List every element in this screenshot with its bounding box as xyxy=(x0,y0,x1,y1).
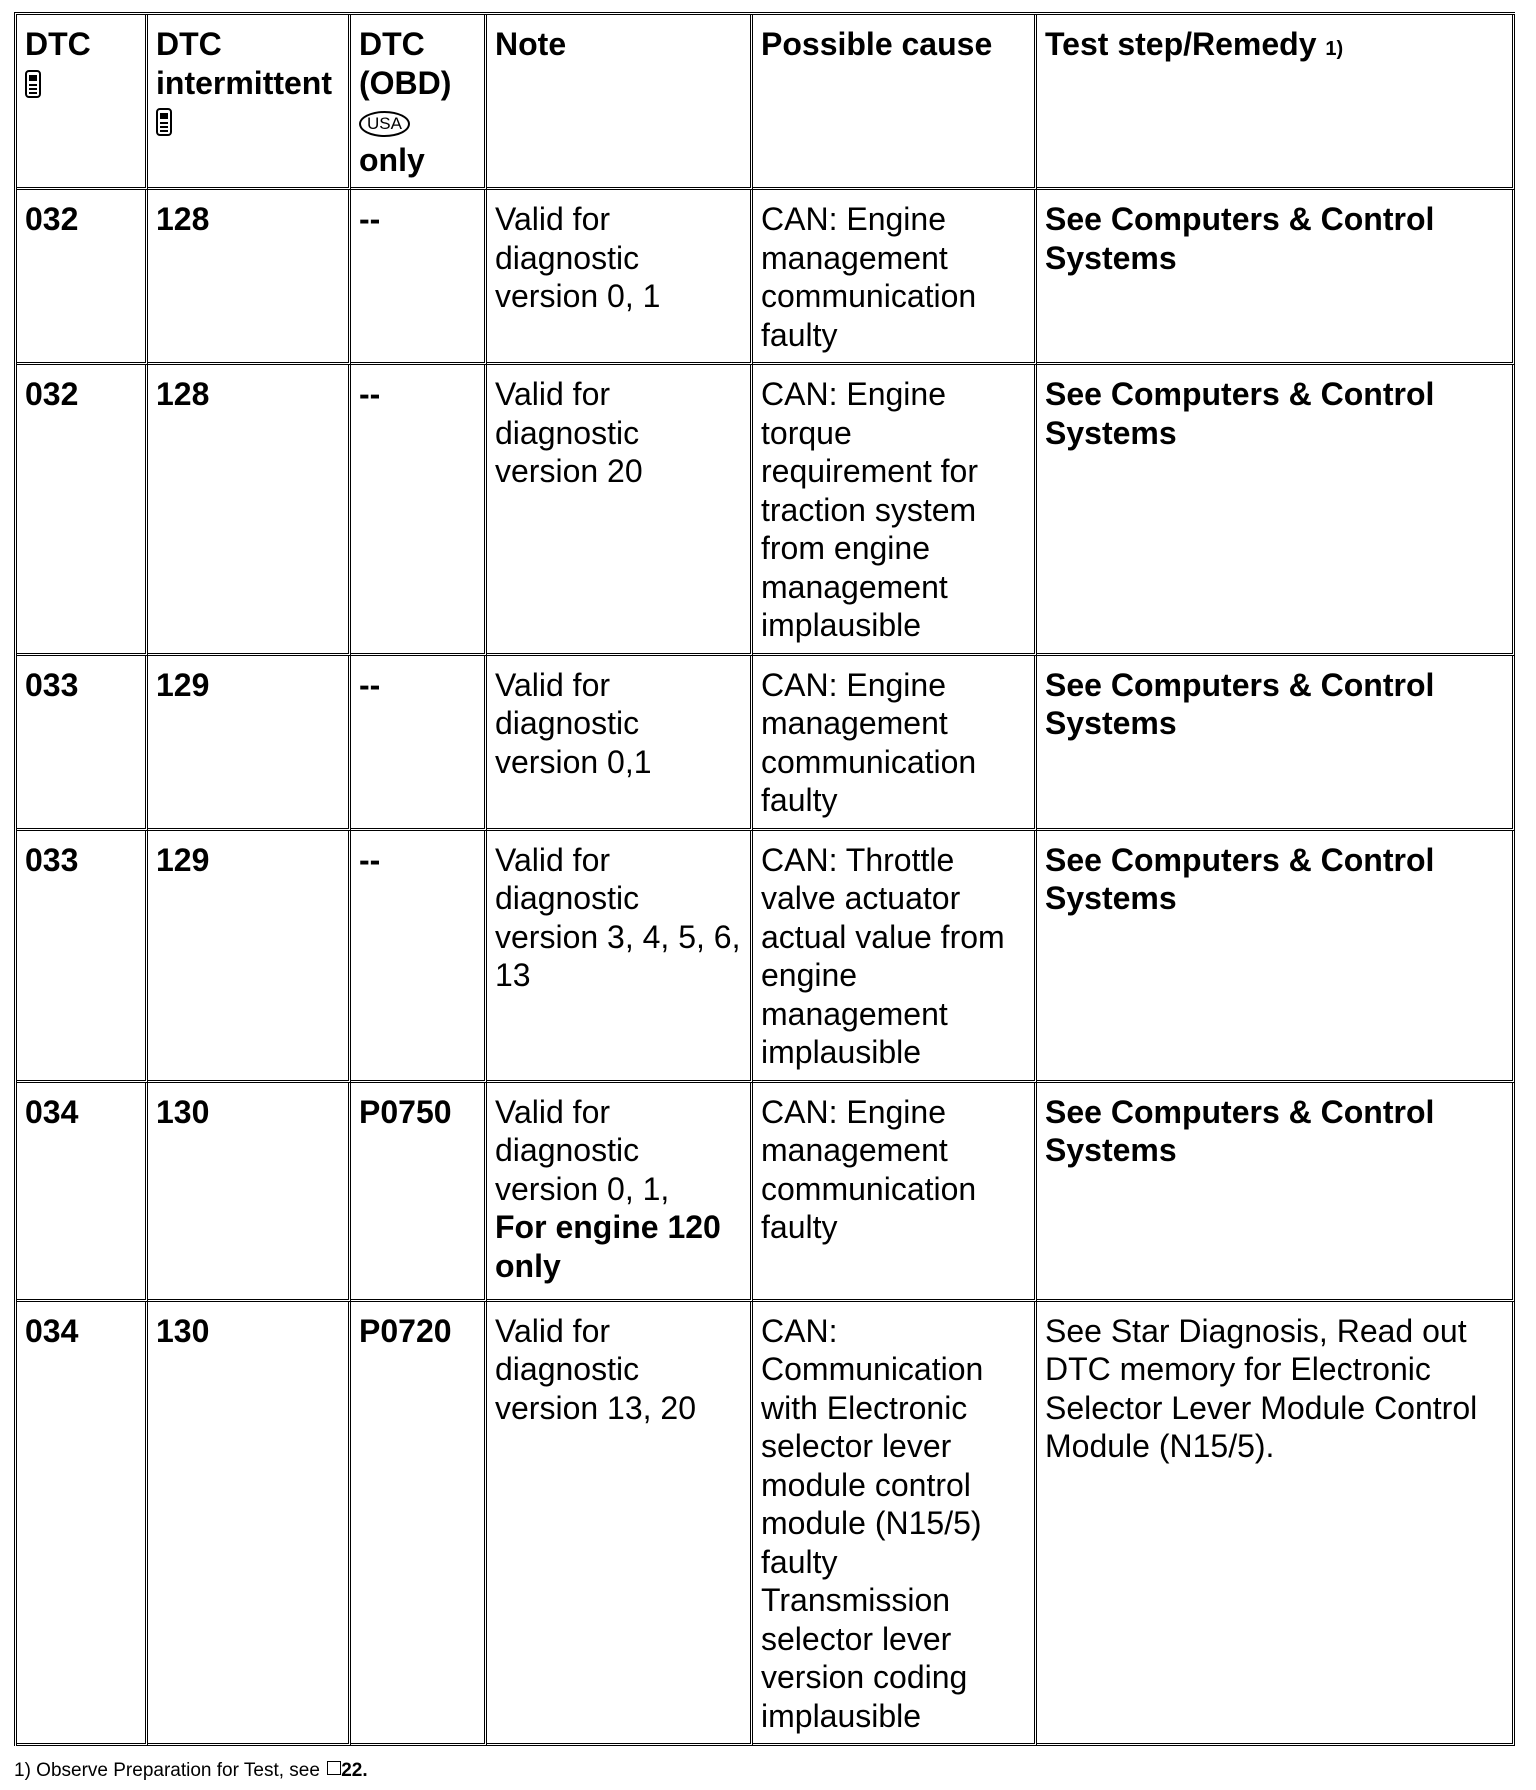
possible-cause-cell: CAN: Engine management communication faulty xyxy=(753,190,1037,365)
header-dtc-intermittent xyxy=(148,15,351,190)
dtc-cell: 032 xyxy=(17,365,148,656)
note-cell xyxy=(487,190,753,365)
possible-cause-cell: CAN: Engine torque requirement for traction system from engine management implausible xyxy=(753,365,1037,656)
footnote xyxy=(14,1759,368,1783)
dtc-obd-cell: -- xyxy=(351,365,487,656)
note-text: Valid for diagnostic version 0, 1 xyxy=(495,201,661,314)
scanner-icon xyxy=(25,70,41,98)
note-text: Valid for diagnostic version 3, 4, 5, 6, 13 xyxy=(495,841,741,993)
dtc-obd-cell: -- xyxy=(351,831,487,1083)
header-note xyxy=(487,15,753,190)
remedy-cell: See Star Diagnosis, Read out DTC memory for Electronic Selector Lever Module Control Module (N15/5). xyxy=(1037,1302,1515,1747)
header-note-label: Note xyxy=(495,26,567,62)
dtc-cell: 034 xyxy=(17,1302,148,1747)
table-row xyxy=(17,365,1515,656)
table-row xyxy=(17,1083,1515,1302)
dtc-obd-cell: P0720 xyxy=(351,1302,487,1747)
dtc-obd-cell: -- xyxy=(351,190,487,365)
table-row xyxy=(17,656,1515,831)
dtc-table xyxy=(14,12,1515,1746)
note-cell xyxy=(487,365,753,656)
header-dtc-label: DTC xyxy=(25,26,91,62)
remedy-cell: See Computers & Control Systems xyxy=(1037,365,1515,656)
table-row xyxy=(17,1302,1515,1747)
remedy-cell: See Computers & Control Systems xyxy=(1037,656,1515,831)
dtc-cell: 034 xyxy=(17,1083,148,1302)
dtc-intermittent-cell: 130 xyxy=(148,1083,351,1302)
header-possible-cause xyxy=(753,15,1037,190)
usa-badge-icon: USA xyxy=(359,111,410,137)
dtc-intermittent-cell: 128 xyxy=(148,190,351,365)
dtc-obd-cell: -- xyxy=(351,656,487,831)
note-cell xyxy=(487,1083,753,1302)
note-text: Valid for diagnostic version 0,1 xyxy=(495,666,652,780)
page-ref-icon xyxy=(327,1761,341,1775)
possible-cause-cell: CAN: Engine management communication faulty xyxy=(753,656,1037,831)
header-dtc-obd-only: only xyxy=(359,141,425,178)
table-body xyxy=(17,190,1515,1746)
dtc-cell: 033 xyxy=(17,831,148,1083)
dtc-cell: 033 xyxy=(17,656,148,831)
dtc-obd-cell: P0750 xyxy=(351,1083,487,1302)
dtc-cell: 032 xyxy=(17,190,148,365)
table-row xyxy=(17,190,1515,365)
note-cell xyxy=(487,1302,753,1747)
note-text: Valid for diagnostic version 20 xyxy=(495,376,643,489)
footnote-marker: 1) xyxy=(1325,38,1344,60)
header-test-step-label: Test step/Remedy xyxy=(1045,26,1317,62)
header-dtc xyxy=(17,15,148,190)
dtc-intermittent-cell: 129 xyxy=(148,656,351,831)
footnote-page-ref: 22. xyxy=(341,1760,368,1781)
note-text: Valid for diagnostic version 13, 20 xyxy=(495,1312,697,1426)
header-possible-cause-label: Possible cause xyxy=(761,26,993,62)
dtc-intermittent-cell: 130 xyxy=(148,1302,351,1747)
possible-cause-cell: CAN: Engine management communication faulty xyxy=(753,1083,1037,1302)
remedy-cell: See Computers & Control Systems xyxy=(1037,1083,1515,1302)
header-row xyxy=(17,15,1515,190)
remedy-cell: See Computers & Control Systems xyxy=(1037,190,1515,365)
scanner-icon xyxy=(156,108,172,136)
header-dtc-obd-label: DTC (OBD) xyxy=(359,26,452,101)
note-text: Valid for diagnostic version 0, 1, xyxy=(495,1093,670,1207)
dtc-intermittent-cell: 129 xyxy=(148,831,351,1083)
header-dtc-obd xyxy=(351,15,487,190)
note-bold-text: For engine 120 only xyxy=(495,1209,721,1284)
table-row xyxy=(17,831,1515,1083)
dtc-intermittent-cell: 128 xyxy=(148,365,351,656)
possible-cause-cell: CAN: Throttle valve actuator actual value from engine management implausible xyxy=(753,831,1037,1083)
remedy-cell: See Computers & Control Systems xyxy=(1037,831,1515,1083)
footnote-text: 1) Observe Preparation for Test, see xyxy=(14,1760,320,1781)
note-cell xyxy=(487,656,753,831)
note-cell xyxy=(487,831,753,1083)
possible-cause-cell: CAN: Communication with Electronic selector lever module control module (N15/5) faulty Transmission selector lever version coding implausible xyxy=(753,1302,1037,1747)
header-dtc-intermittent-label: DTC intermittent xyxy=(156,26,332,101)
header-test-step xyxy=(1037,15,1515,190)
